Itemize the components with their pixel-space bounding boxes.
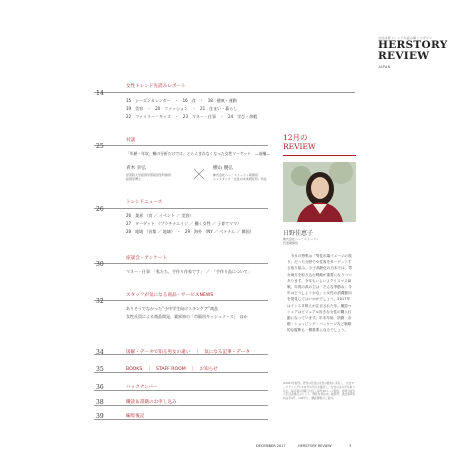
taidan-person2-name: 横山 優弘 — [213, 166, 233, 171]
masthead — [378, 36, 448, 74]
rule — [94, 92, 355, 93]
section-heading: スタッフが気になる商品・サービスNEWS — [126, 293, 214, 298]
author-name: 日野佳恵子 — [283, 230, 314, 237]
page-number: 35 — [96, 366, 104, 373]
page-number: 30 — [96, 261, 104, 268]
section-heading: 購読＆書籍のお申し込み — [126, 400, 177, 405]
rule — [94, 300, 268, 301]
zadankai-row: マネー・仕事 「私たち、手作り作家です」 ／ 「手作り品について」 — [126, 269, 252, 274]
review-title: 12月の REVIEW — [283, 133, 316, 151]
taidan-person1-role: 経済学博士 — [126, 177, 142, 181]
rule — [94, 390, 268, 391]
page-number: 14 — [96, 90, 104, 97]
taidan-title: 「年齢・年収」軸の分析だけでは、とらえきれなくなった女性マーケット ―前編― — [126, 151, 271, 156]
masthead-title-line2: REVIEW JAPAN — [378, 50, 430, 69]
page-number: 36 — [96, 384, 104, 391]
section-heading: 図解・データで知る男女の違い ｜ 気になる記事・データ — [126, 350, 251, 355]
page-number: 39 — [96, 413, 104, 420]
review-rule — [283, 155, 356, 156]
staff-news-row: 女性社員による商品開発、業界初の「市販用キッシュソース」 ほか — [126, 314, 248, 319]
section-heading: バックナンバー — [126, 385, 158, 390]
review-note: ※2007年創刊。発刊の目的は女性の動向に着目し、女性マーケティングに111号の刊行を継続し、女性の生の声を取り込む。毎月第1水曜日刊行＝毎号30ページ程度。市場分析から生活者視点のヒント、情報を発信中。最新号、過去事例有料は年4号、100号に。講読情報のご案内。 — [283, 381, 356, 401]
masthead-title-jp: JAPAN — [378, 65, 391, 69]
footer-date: DECEMBER 2017 — [256, 444, 286, 448]
taidan-person2-role: シンクタンク「女性の未来研究所」所長 — [213, 177, 267, 181]
section-heading: 座談会・アンケート — [126, 256, 168, 261]
rule — [94, 372, 268, 373]
masthead-tagline: 女性消費トレンドを読み解くマガジン — [378, 36, 433, 40]
section-heading: 編集後記 — [126, 414, 145, 419]
trend-news-row: 27 ターゲット （プラチナエイジ ／ 働く女性 ／ 子育てママ） — [126, 221, 242, 226]
review-body: 今月の特集は「男性市場イメージの誤り」だった分野で女性客をターゲットする取り組み。少子高齢化の日本では、男女両方を取り込む戦略が重要になりつつあります。今年もいよいよクリスマス商戦。年賀の真の主は「そんな季節ね」今年はどうしようかな」と女性の消費動向を発見してはいかがでしょう。2017年はインスタ映えが注目された年。撮影→シェアはビジュアル好きな女性の購入行動になっています。年末年始、消費・余暇・ショッピング・パッケージなど戦略的な縦断も一層重要になるでしょう。 — [287, 254, 352, 333]
page-number: 25 — [96, 143, 104, 150]
section-heading: 対談 — [126, 138, 136, 143]
taidan-person1-name: 青木 幸弘 — [126, 166, 146, 171]
trend-report-row: 22 ファミリー・キッズ ・ 23 マネー・仕事 ・ 24 学び・余暇 — [126, 114, 258, 119]
author-role: 代表取締役 — [283, 241, 299, 245]
page-number: 26 — [96, 206, 104, 213]
cross-icon — [193, 168, 205, 180]
section-heading: 女性トレンド先読みレポート — [126, 84, 186, 89]
trend-report-row: 15 シーズンカレンダー ・ 16 食 ・ 18 健康・運動 — [126, 98, 237, 103]
rule — [94, 419, 268, 420]
taidan-person1-role: 学習院大学経済学部経営学科教授 — [126, 173, 172, 177]
section-heading: トレンドニュース — [126, 200, 163, 205]
masthead-title-line1: HERSTORY — [378, 39, 448, 51]
staff-news-row: ありそうでなかった“小中学生向けスキンケア”商品 — [126, 306, 219, 311]
page-number: 34 — [96, 349, 104, 356]
rule — [94, 405, 268, 406]
section-heading: BOOKS ｜ STAFF ROOM ｜ お知らせ — [126, 367, 218, 372]
taidan-person2-role: 株式会社ハー・ストーリィ取締役 — [213, 173, 258, 177]
trend-report-row: 19 美容 ・ 20 ファッション ・ 21 住まい・暮らし — [126, 106, 238, 111]
footer-magazine: HERSTORY REVIEW — [298, 444, 332, 448]
trend-news-row: 28 地域 （首都 ／ 地域） ・ 29 海外 （NY ／ ベトナム ／ 韓国） — [126, 229, 254, 234]
trend-news-row: 26 業界 （食 ／ イベント ／ 美容） — [126, 213, 194, 218]
author-photo — [283, 162, 356, 222]
rule — [94, 208, 268, 209]
page-number: 32 — [96, 298, 104, 305]
footer-page-number: 3 — [349, 444, 352, 448]
rule — [94, 145, 268, 146]
author-role: 株式会社ハー・ストーリィ — [283, 237, 319, 241]
page-number: 38 — [96, 399, 104, 406]
rule — [94, 263, 268, 264]
